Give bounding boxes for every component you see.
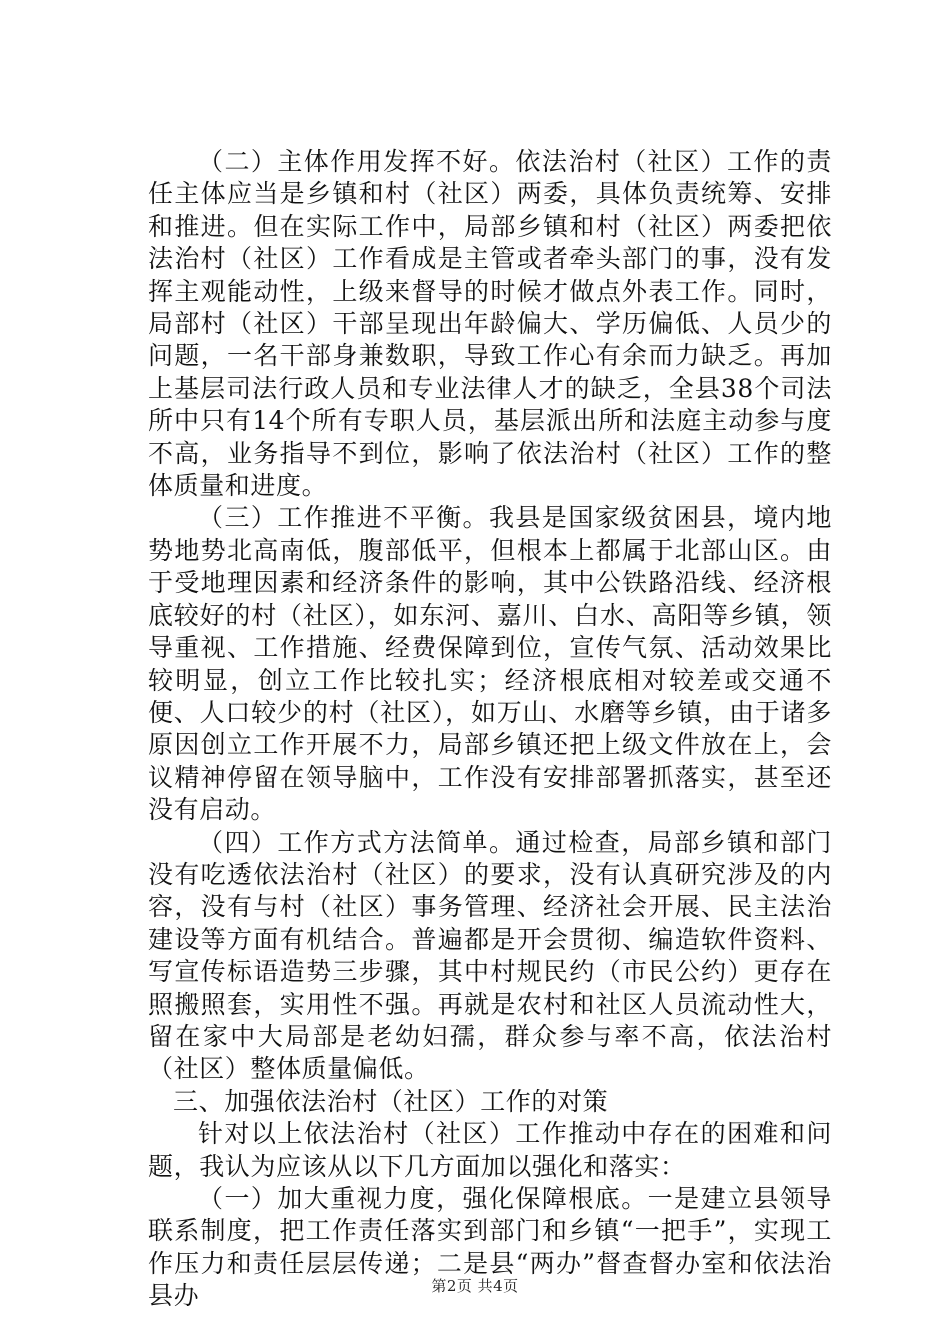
section-heading: 三、加强依法治村（社区）工作的对策 (173, 1086, 609, 1116)
paragraph-increase-attention: （一）加大重视力度，强化保障根底。一是建立县领导联系制度，把工作责任落实到部门和乡镇“一把手”，实现工作压力和责任层层传递；二是县“两办”督查督办室和依法治县办 (148, 1184, 832, 1311)
document-body (148, 146, 832, 1313)
paragraph-uneven-progress: （三）工作推进不平衡。我县是国家级贫困县，境内地势地势北高南低，腹部低平，但根本上都属于北部山区。由于受地理因素和经济条件的影响，其中公铁路沿线、经济根底较好的村（社区），如东河、嘉川、白水、高阳等乡镇，领导重视、工作措施、经费保障到位，宣传气氛、活动效果比较明显，创立工作比较扎实；经济根底相对较差或交通不便、人口较少的村（社区），如万山、水磨等乡镇，由于诸多原因创立工作开展不力，局部乡镇还把上级文件放在上，会议精神停留在领导脑中，工作没有安排部署抓落实，甚至还没有启动。 (148, 503, 832, 825)
paragraph-countermeasures-intro: 针对以上依法治村（社区）工作推动中存在的困难和问题，我认为应该从以下几方面加以强化和落实： (148, 1119, 832, 1181)
paragraph-simple-methods: （四）工作方式方法简单。通过检查，局部乡镇和部门没有吃透依法治村（社区）的要求，没有认真研究涉及的内容，没有与村（社区）事务管理、经济社会开展、民主法治建设等方面有机结合。普遍都是开会贯彻、编造软件资料、写宣传标语造势三步骤，其中村规民约（市民公约）更存在照搬照套，实用性不强。再就是农村和社区人员流动性大，留在家中大局部是老幼妇孺，群众参与率不高，依法治村（社区）整体质量偏低。 (148, 827, 832, 1084)
paragraph-main-body-role: （二）主体作用发挥不好。依法治村（社区）工作的责任主体应当是乡镇和村（社区）两委，具体负责统筹、安排和推进。但在实际工作中，局部乡镇和村（社区）两委把依法治村（社区）工作看成是主管或者牵头部门的事，没有发挥主观能动性，上级来督导的时候才做点外表工作。同时，局部村（社区）干部呈现出年龄偏大、学历偏低、人员少的问题，一名干部身兼数职，导致工作心有余而力缺乏。再加上基层司法行政人员和专业法律人才的缺乏，全县38个司法所中只有14个所有专职人员，基层派出所和法庭主动参与度不高，业务指导不到位，影响了依法治村（社区）工作的整体质量和进度。 (148, 147, 832, 501)
page-footer: 第2页 共4页 (431, 1277, 519, 1295)
